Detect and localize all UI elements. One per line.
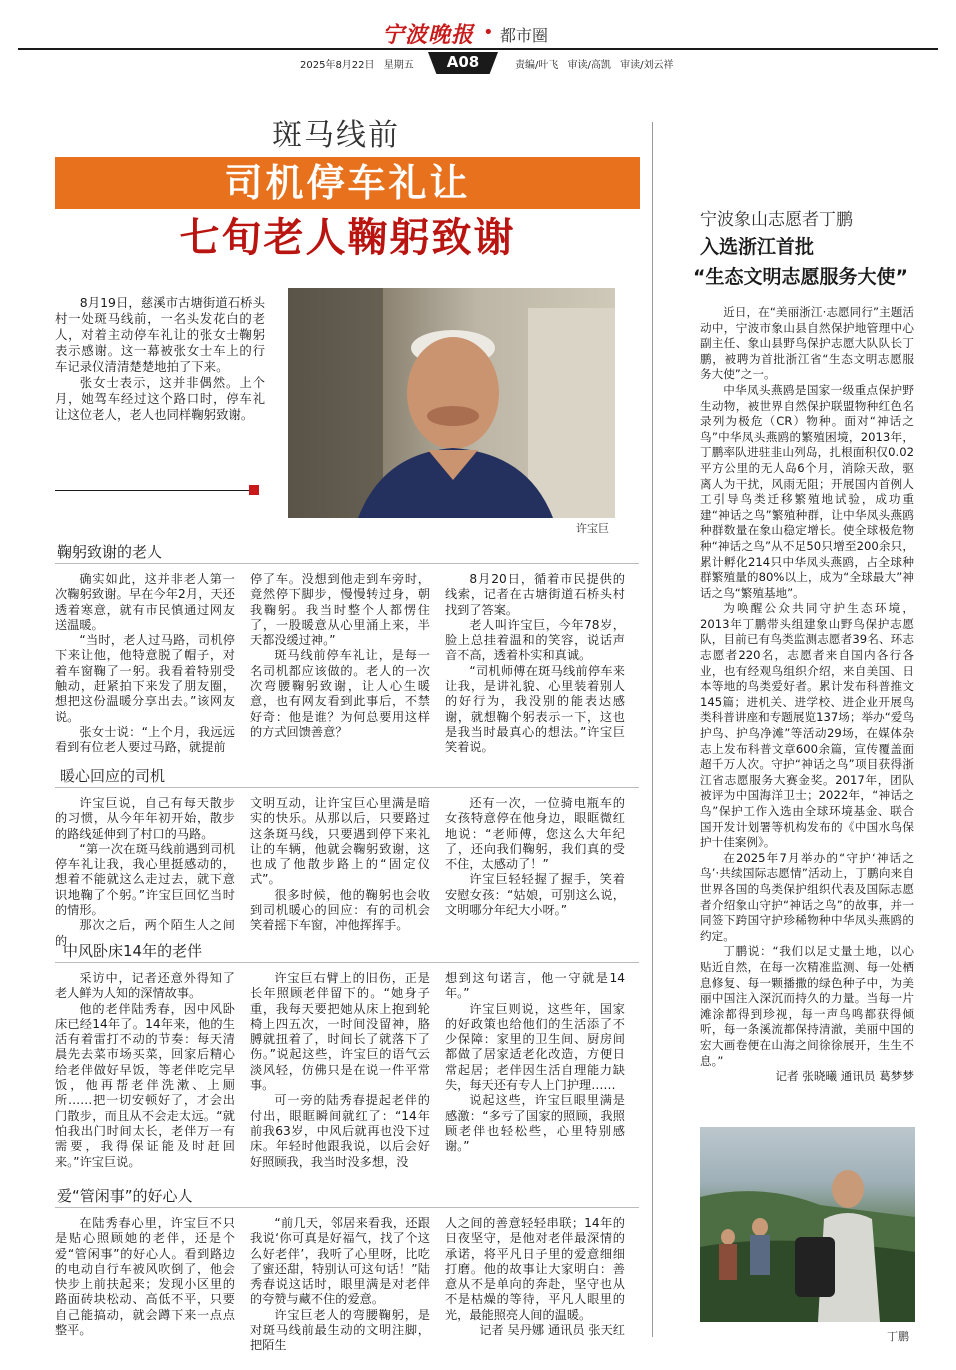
- kicker: 斑马线前: [272, 118, 400, 153]
- date-line: [300, 56, 414, 71]
- issue-date: 2025年8月22日: [300, 60, 375, 71]
- article-column: [445, 971, 625, 1155]
- lead-paragraphs: [55, 295, 265, 423]
- lead-paragraph: 8月19日，慈溪市古塘街道石桥头村一处斑马线前，一名头发花白的老人，对着主动停车礼让的张女士鞠躬表示感谢。这一幕被张女士车上的行车记录仪清清楚楚地拍了下来。: [55, 295, 265, 374]
- article-column: [55, 1216, 235, 1338]
- headline-primary: 司机停车礼让: [224, 161, 471, 205]
- side-paragraph: 为唤醒公众共同守护生态环境，2013年丁鹏带头组建象山野鸟保护志愿队，目前已有鸟类监测志愿者39名、环志志愿者220名，志愿者来自国内各行各业，也有经观鸟组织介绍，来自美国、日本等地的鸟类爱好者。累计发布科普推文145篇；进机关、进学校、进企业开展鸟类科普讲座和专题展览137场；举办“爱鸟护鸟、护鸟净滩”等活动29场，在媒体杂志上发布科普文章600余篇，宣传覆盖面超千万人次。守护“神话之鸟”项目获得浙江省志愿服务大赛金奖。2017年，团队被评为中国海洋卫士；2022年，“神话之鸟”保护工作入选由全球环境基金、联合国开发计划署等机构发布的《中国水鸟保护十佳案例》。: [700, 601, 914, 850]
- side-paragraph: 中华凤头燕鸥是国家一级重点保护野生动物，被世界自然保护联盟物种红色名录列为极危（CR）物种。面对“神话之鸟”中华凤头燕鸥的繁殖困境，2013年，丁鹏率队进驻韭山列岛，扎根面积仅0.02平方公里的无人岛6个月，消除天敌，驱离人为干扰，风雨无阻；开展国内首例人工引导鸟类迁移繁殖地试验，成功重建“神话之鸟”繁殖种群，让中华凤头燕鸥种群数量在象山稳定增长。使全球极危物种“神话之鸟”从不足50只增至200余只，累计孵化214只中华凤头燕鸥，占全球种群繁殖量的80%以上，成为“全球最大”神话之鸟“繁殖基地”。: [700, 382, 914, 600]
- article-paragraph: 许宝巨则说，这些年，国家的好政策也给他们的生活添了不少保障：家里的卫生间、厨房间都做了居家适老化改造，方便日常起居；老伴因生活自理能力缺失，每天还有专人上门护理……: [445, 1001, 625, 1093]
- elderly-man-photo: [288, 288, 615, 518]
- article-paragraph: 张女士说：“上个月，我远远看到有位老人要过马路，就提前: [55, 724, 235, 755]
- article-paragraph: 老人叫许宝巨，今年78岁，脸上总挂着温和的笑容，说话声音不高，透着朴实和真诚。: [445, 617, 625, 663]
- article-paragraph: 可一旁的陆秀春提起老伴的付出，眼眶瞬间就红了：“14年前我63岁，中风后就再也没下过床。年轻时他跟我说，以后会好好照顾我，我当时没多想，没: [250, 1093, 430, 1169]
- article-column: [55, 572, 235, 756]
- article-paragraph: 8月20日，循着市民提供的线索，记者在古塘街道石桥头村找到了答案。: [445, 572, 625, 617]
- article-paragraph: 确实如此，这并非老人第一次鞠躬致谢。早在今年2月，天还透着寒意，就有市民慎通过网友送温暖。: [55, 572, 235, 632]
- volunteer-photo: [700, 1127, 915, 1322]
- weekday: 星期五: [383, 60, 414, 71]
- headline-secondary: 七旬老人鞠躬致谢: [179, 215, 516, 261]
- lead-paragraph: 张女士表示，这并非偶然。上个月，她驾车经过这个路口时，停车礼让这位老人，老人也同样鞠躬致谢。: [55, 375, 265, 422]
- side-paragraph: 在2025年7月举办的“守护‘神话之鸟’·共续国际志愿情”活动上，丁鹏向来自世界各国的鸟类保护组织代表及国际志愿者介绍象山守护“神话之鸟”的故事，并一同签下跨国守护珍稀物种中华凤头燕鸥的约定。: [700, 850, 914, 943]
- article-paragraph: 说起这些，许宝巨眼里满是感激：“多亏了国家的照顾，我照顾老伴也轻松些，心里特别感谢。”: [445, 1093, 625, 1154]
- section-title: 爱“管闲事”的好心人: [57, 1187, 193, 1205]
- side-paragraph: 丁鹏说：“我们以足丈量土地，以心贴近自然，在每一次精准监测、每一处栖息修复、每一颗播撒的绿色种子中，为美丽中国注入深沉而持久的力量。当每一片滩涂都得到珍视，每一声鸟鸣都获得倾听，每一条溪流都保持清澈，美丽中国的宏大画卷便在山海之间徐徐展开，生生不息。”: [700, 944, 914, 1068]
- side-photo-credit: 丁鹏: [887, 1330, 909, 1343]
- article-paragraph: “前几天，邻居来看我，还跟我说‘你可真是好福气，找了个这么好老伴’，我听了心里呀，比吃了蜜还甜，特别认可这句话！”陆秀春说这话时，眼里满是对老伴的夸赞与藏不住的爱意。: [250, 1216, 430, 1307]
- article-paragraph: 很多时候，他的鞠躬也会收到司机暖心的回应：有的司机会笑着摇下车窗，冲他挥挥手。: [250, 887, 430, 933]
- article-paragraph: 采访中，记者还意外得知了老人鲜为人知的深情故事。: [55, 971, 235, 1001]
- article-paragraph: 斑马线前停车礼让，是每一名司机都应该做的。老人的一次次弯腰鞠躬致谢，让人心生暖意，也有网友看到此事后，不禁好奇：他是谁？为何总要用这样的方式回馈善意？: [250, 648, 430, 739]
- side-byline: 记者 张晓曦 通讯员 葛梦梦: [775, 1069, 914, 1084]
- section-rule: [55, 787, 639, 788]
- lead-rule: [55, 490, 250, 491]
- side-kicker: 宁波象山志愿者丁鹏: [700, 210, 853, 230]
- side-paragraph: 近日，在“美丽浙江·志愿同行”主题活动中，宁波市象山县自然保护地管理中心副主任、象山县野鸟保护志愿大队队长丁鹏，被聘为首批浙江省“生态文明志愿服务大使”之一。: [700, 305, 914, 382]
- article-paragraph: 他的老伴陆秀春，因中风卧床已经14年了。14年来，他的生活有着雷打不动的节奏：每天清晨先去菜市场买菜，回家后精心给老伴做好早饭，等老伴吃完早饭，他再帮老伴洗漱、上厕所……把一切安顿好了，才会出门散步，而且从不会走太远。“就怕我出门时间太长，老伴万一有需要，我得保证能及时赶回来。”许宝巨说。: [55, 1001, 235, 1169]
- article-paragraph: 在陆秀春心里，许宝巨不只是贴心照顾她的老伴，还是个爱“管闲事”的好心人。看到路边的电动自行车被风吹倒了，他会快步上前扶起来；发现小区里的路面砖块松动、高低不平，只要自己能搞动，就会蹲下来一点点整平。: [55, 1216, 235, 1338]
- section-name: 都市圈: [500, 26, 549, 45]
- article-column: [250, 572, 430, 740]
- article-column: [250, 971, 430, 1170]
- article-paragraph: 停了车。没想到他走到车旁时，竟然停下脚步，慢慢转过身，朝我鞠躬。我当时整个人都愣住了，一股暖意从心里涌上来，半天都没缓过神。”: [250, 572, 430, 648]
- article-column: [55, 796, 235, 949]
- article-paragraph: 许宝巨老人的弯腰鞠躬，是对斑马线前最生动的文明注脚，把陌生: [250, 1307, 430, 1353]
- photo-credit: 许宝巨: [576, 522, 609, 535]
- masthead-logo: 宁波晚报: [382, 22, 475, 48]
- article-column: [445, 572, 625, 756]
- section-title: 鞠躬致谢的老人: [57, 543, 163, 561]
- article-paragraph: “第一次在斑马线前遇到司机停车礼让我，我心里挺感动的，想着不能就这么走过去，就下意识地鞠了个躬。”许宝巨回忆当时的情形。: [55, 841, 235, 918]
- byline: 记者 吴丹娜 通讯员 张天红: [479, 1323, 625, 1338]
- masthead-dot: •: [483, 22, 494, 43]
- article-paragraph: 想到这句诺言，他一守就是14年。”: [445, 971, 625, 1001]
- article-paragraph: 文明互动，让许宝巨心里满是暗实的快乐。从那以后，只要路过这条斑马线，只要遇到停下来礼让的车辆，他就会鞠躬致谢，这也成了他散步路上的“固定仪式”。: [250, 796, 430, 887]
- article-paragraph: 许宝巨轻轻握了握手，笑着安慰女孩：“姑娘，可别这么说，文明哪分年纪大小呀。”: [445, 872, 625, 918]
- article-paragraph: 人之间的善意轻轻串联；14年的日夜坚守，是他对老伴最深情的承诺，将平凡日子里的爱意细细打磨。他的故事让大家明白：善意从不是单向的奔赴，坚守也从不是枯燥的等待，平凡人眼里的光，最能照亮人间的温暖。: [445, 1216, 625, 1322]
- side-headline-1: 入选浙江首批: [700, 236, 815, 258]
- editor: 责编/叶飞: [515, 60, 559, 71]
- section-rule: [55, 1207, 639, 1208]
- article-column: [250, 1216, 430, 1354]
- article-paragraph: 许宝巨右臂上的旧伤，正是长年照顾老伴留下的。“她身子重，我每天要把她从床上抱到轮椅上四五次，一时间没留神，胳膊就扭着了，时间长了就落下了伤。”说起这些，许宝巨的语气云淡风轻，仿佛只是在说一件平常事。: [250, 971, 430, 1093]
- proofreader: 审读/刘云祥: [620, 60, 674, 71]
- column-divider: [652, 122, 653, 1337]
- designer: 审读/高凯: [567, 60, 611, 71]
- section-title: 中风卧床14年的老伴: [63, 942, 203, 960]
- article-column: [250, 796, 430, 934]
- section-title: 暖心回应的司机: [60, 767, 166, 785]
- section-rule: [55, 563, 639, 564]
- lead-rule-marker: [249, 485, 259, 495]
- article-paragraph: 还有一次，一位骑电瓶车的女孩特意停在他身边，眼眶微红地说：“老师傅，您这么大年纪了，还向我们鞠躬，我们真的受不住，太感动了！”: [445, 796, 625, 872]
- photo-illustration: [288, 288, 615, 518]
- side-article-body: [700, 305, 914, 1085]
- page-number: A08: [446, 53, 480, 71]
- article-column: [445, 796, 625, 918]
- side-headline-2: “生态文明志愿服务大使”: [693, 266, 908, 288]
- photo-illustration: [700, 1127, 915, 1322]
- article-column: [55, 971, 235, 1170]
- article-column: [445, 1216, 625, 1338]
- article-paragraph: 那次之后，两个陌生人之间的: [55, 918, 235, 948]
- article-paragraph: 许宝巨说，自己有每天散步的习惯，从今年年初开始，散步的路线延伸到了村口的马路。: [55, 796, 235, 841]
- article-paragraph: “司机师傅在斑马线前停车来让我，是讲礼貌、心里装着别人的好行为，我没别的能表达感谢，就想鞠个躬表示一下，这也是我当时最真心的想法。”许宝巨笑着说。: [445, 663, 625, 755]
- editor-credits: [515, 56, 674, 71]
- article-paragraph: “当时，老人过马路，司机停下来让他，他特意脱了帽子，对着车窗鞠了一躬。我看着特别受触动，赶紧拍下来发了朋友圈，想把这份温暖分享出去。”该网友说。: [55, 633, 235, 724]
- section-rule: [55, 962, 639, 963]
- masthead-rule: [18, 48, 938, 50]
